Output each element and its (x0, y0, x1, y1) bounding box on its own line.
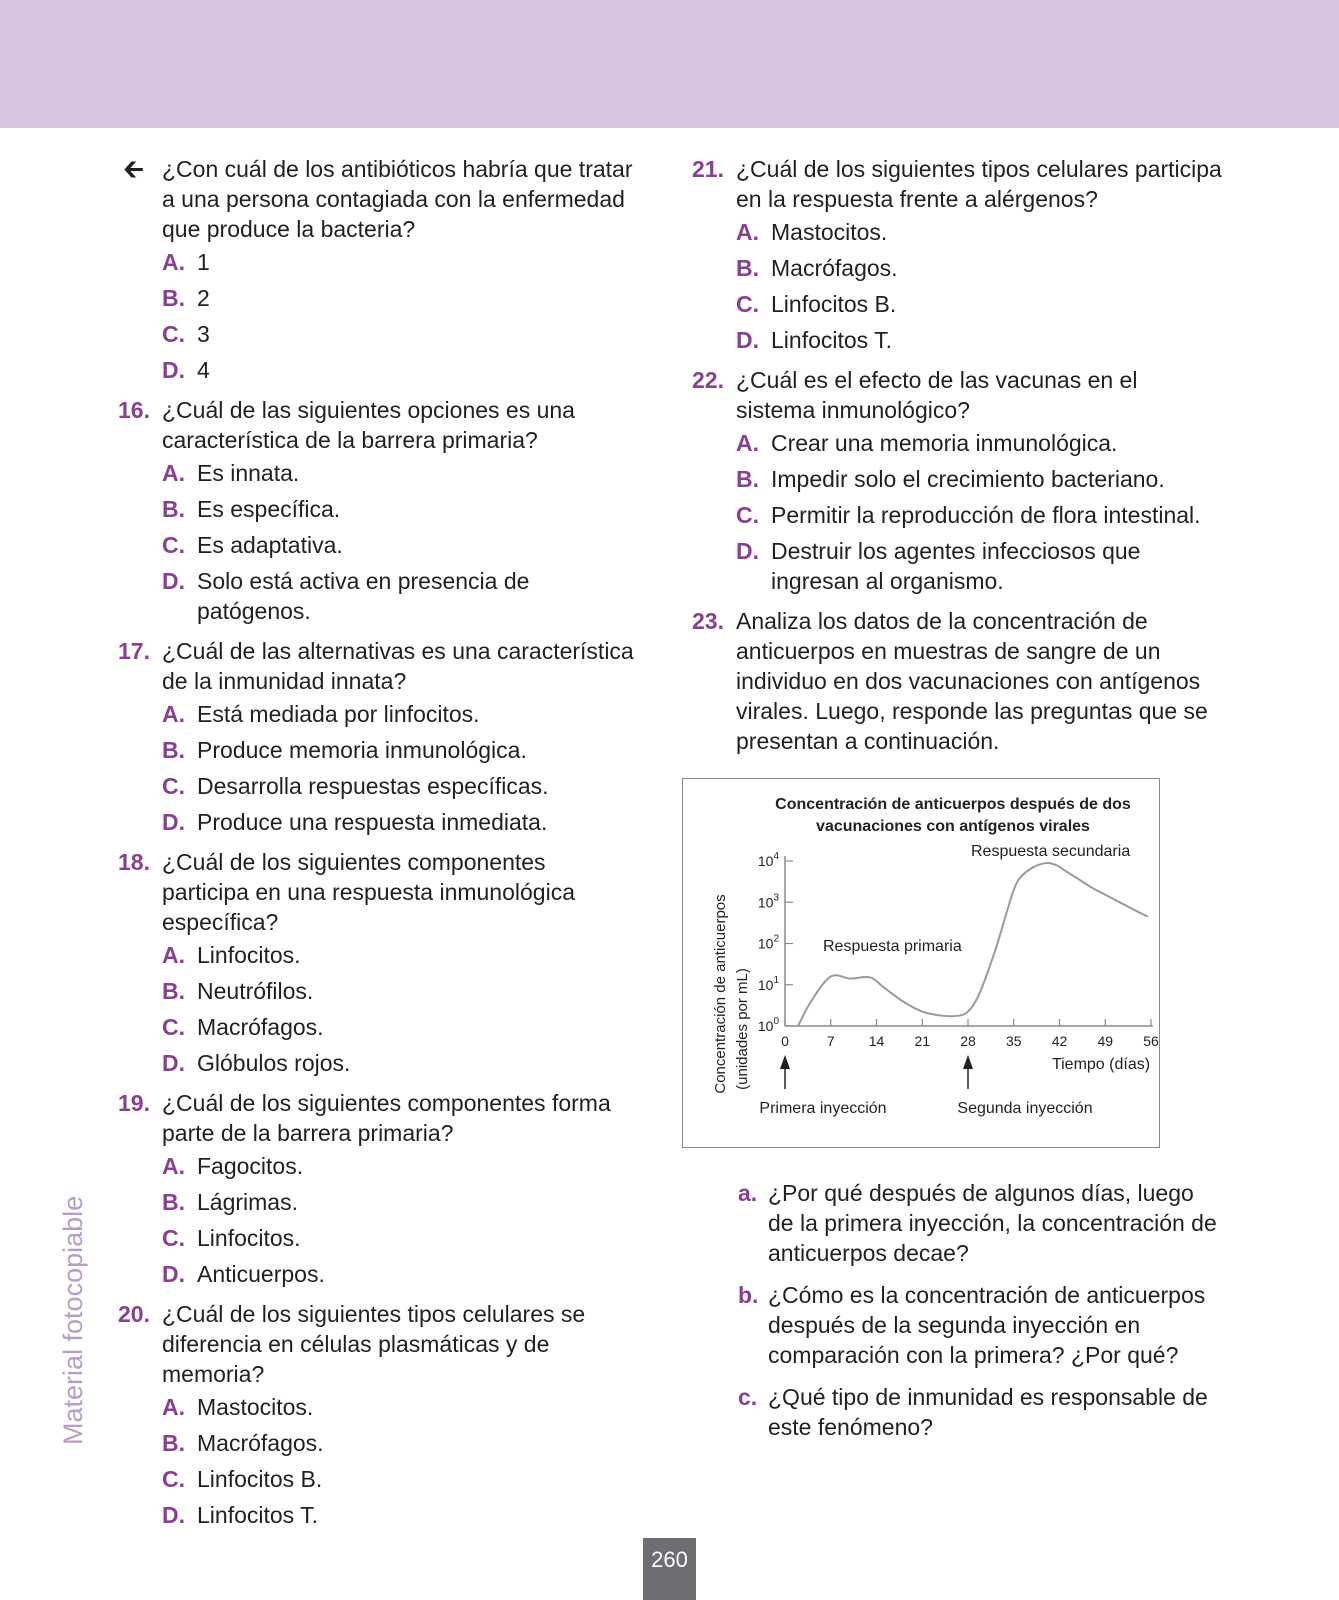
option[interactable] (736, 464, 1222, 494)
subquestion-text: ¿Cómo es la concentración de anticuerpos después de la segunda inyección en comparación con la primera? ¿Por qué? (768, 1282, 1206, 1368)
option[interactable] (162, 807, 638, 837)
option[interactable] (162, 319, 638, 349)
option[interactable] (736, 325, 1222, 355)
question-text: ¿Cuál de las siguientes opciones es una característica de la barrera primaria? (162, 397, 575, 453)
option[interactable] (736, 217, 1222, 247)
question-text: ¿Cuál de los siguientes tipos celulares se diferencia en células plasmáticas y de memoria? (162, 1301, 586, 1387)
option-letter: B. (736, 466, 759, 492)
question-text: ¿Cuál de los siguientes componentes forma parte de la barrera primaria? (162, 1090, 611, 1146)
option-letter: A. (162, 460, 185, 486)
subquestion-c (738, 1382, 1222, 1442)
option[interactable] (162, 283, 638, 313)
question-number: 22. (692, 367, 724, 393)
option-letter: A. (162, 942, 185, 968)
option-text: Produce memoria inmunológica. (197, 737, 527, 763)
option-letter: A. (736, 219, 759, 245)
question-19 (118, 1088, 638, 1289)
options-list (162, 458, 638, 626)
option[interactable] (162, 699, 638, 729)
x-tick-label: 35 (1005, 1033, 1022, 1049)
option-letter: D. (162, 1502, 185, 1528)
x-tick-label: 7 (826, 1033, 835, 1049)
question-22 (692, 365, 1222, 596)
question-number: 16. (118, 397, 150, 423)
x-tick-label: 42 (1051, 1033, 1068, 1049)
option-text: Fagocitos. (197, 1153, 304, 1179)
question-20 (118, 1299, 638, 1530)
option-letter: C. (162, 532, 185, 558)
option-text: 4 (197, 357, 210, 383)
option[interactable] (162, 494, 638, 524)
option-text: Linfocitos B. (197, 1466, 323, 1492)
option[interactable] (162, 566, 638, 626)
option-text: Mastocitos. (197, 1394, 314, 1420)
y-tick-label: $10^1$ (757, 974, 779, 993)
option-letter: B. (162, 1430, 185, 1456)
question-text: Analiza los datos de la concentración de anticuerpos en muestras de sangre de un individuo en dos vacunaciones con antígenos virales. Luego, responde las preguntas que se presentan a continuación. (736, 608, 1208, 754)
chart-svg (683, 779, 1159, 1147)
side-label: Material fotocopiable (58, 1195, 88, 1445)
question-17 (118, 636, 638, 837)
option-text: Solo está activa en presencia de patógenos. (197, 568, 530, 624)
option-letter: D. (162, 809, 185, 835)
option[interactable] (162, 735, 638, 765)
option-text: 2 (197, 285, 210, 311)
question-text: ¿Cuál de los siguientes componentes participa en una respuesta inmunológica específica? (162, 849, 575, 935)
annotation-first-injection: Primera inyección (759, 1100, 887, 1117)
option-letter: C. (162, 1466, 185, 1492)
option-letter: B. (162, 978, 185, 1004)
antibody-chart (682, 778, 1160, 1148)
question-text: ¿Con cuál de los antibióticos habría que tratar a una persona contagiada con la enfermedad que produce la bacteria? (162, 156, 633, 242)
option-text: Linfocitos T. (197, 1502, 319, 1528)
header-band (0, 0, 1339, 128)
option-letter: B. (162, 496, 185, 522)
question-number: 23. (692, 608, 724, 634)
subquestion-letter: c. (738, 1384, 758, 1410)
chart-title-line-1: Concentración de anticuerpos después de dos (775, 796, 1131, 813)
injection-arrow-icon (963, 1055, 973, 1069)
y-axis-label-line-1: Concentración de anticuerpos (712, 894, 729, 1094)
option[interactable] (162, 1500, 638, 1530)
x-tick-label: 49 (1097, 1033, 1114, 1049)
options-list (162, 1151, 638, 1289)
option[interactable] (736, 500, 1222, 530)
option-text: Neutrófilos. (197, 978, 314, 1004)
x-tick-label: 56 (1143, 1033, 1159, 1049)
option-letter: A. (162, 249, 185, 275)
subquestion-text: ¿Por qué después de algunos días, luego de la primera inyección, la concentración de anticuerpos decae? (768, 1180, 1217, 1266)
option-text: Permitir la reproducción de flora intestinal. (771, 502, 1201, 528)
option-text: Impedir solo el crecimiento bacteriano. (771, 466, 1165, 492)
options-list (736, 217, 1222, 355)
option-text: Linfocitos. (197, 1225, 301, 1251)
option-text: 3 (197, 321, 210, 347)
option-letter: B. (162, 1189, 185, 1215)
option[interactable] (162, 976, 638, 1006)
option-letter: D. (736, 327, 759, 353)
question-number: 19. (118, 1090, 150, 1116)
option-letter: B. (162, 737, 185, 763)
subquestion-a (738, 1178, 1222, 1268)
options-list (162, 940, 638, 1078)
y-tick-label: $10^3$ (757, 892, 779, 911)
options-list (162, 247, 638, 385)
option[interactable] (162, 940, 638, 970)
options-list (162, 699, 638, 837)
question-number: 21. (692, 156, 724, 182)
option-letter: C. (162, 1014, 185, 1040)
option-text: Mastocitos. (771, 219, 888, 245)
option-text: Macrófagos. (771, 255, 898, 281)
option[interactable] (162, 1428, 638, 1458)
question-18 (118, 847, 638, 1078)
option-text: Macrófagos. (197, 1014, 324, 1040)
option-text: Crear una memoria inmunológica. (771, 430, 1118, 456)
option-letter: C. (162, 1225, 185, 1251)
options-list (162, 1392, 638, 1530)
option-text: Macrófagos. (197, 1430, 324, 1456)
subquestion-b (738, 1280, 1222, 1370)
option[interactable] (162, 530, 638, 560)
option[interactable] (736, 428, 1222, 458)
option[interactable] (162, 1012, 638, 1042)
option[interactable] (736, 253, 1222, 283)
option[interactable] (162, 247, 638, 277)
option[interactable] (162, 771, 638, 801)
option[interactable] (162, 1048, 638, 1078)
question-text: ¿Cuál de las alternativas es una característica de la inmunidad innata? (162, 638, 634, 694)
option[interactable] (736, 289, 1222, 319)
question-number: 20. (118, 1301, 150, 1327)
option-text: Desarrolla respuestas específicas. (197, 773, 549, 799)
x-tick-label: 21 (914, 1033, 931, 1049)
question-16 (118, 395, 638, 626)
option-text: Es específica. (197, 496, 341, 522)
option[interactable] (162, 355, 638, 385)
question-number: 17. (118, 638, 150, 664)
option-letter: C. (736, 502, 759, 528)
x-tick-label: 28 (960, 1033, 976, 1049)
option-letter: C. (162, 773, 185, 799)
option-letter: B. (162, 285, 185, 311)
option-text: Es innata. (197, 460, 300, 486)
chart-title-line-2: vacunaciones con antígenos virales (816, 818, 1090, 835)
option-letter: C. (736, 291, 759, 317)
page-number: 260 (643, 1538, 696, 1600)
options-list (736, 428, 1222, 596)
x-tick-label: 14 (868, 1033, 885, 1049)
option[interactable] (162, 1223, 638, 1253)
option-text: Es adaptativa. (197, 532, 343, 558)
option-text: Anticuerpos. (197, 1261, 325, 1287)
back-arrow-icon: 🡰 (123, 154, 145, 184)
y-axis-label-line-2: (unidades por mL) (734, 968, 751, 1090)
option-letter: B. (736, 255, 759, 281)
option-letter: A. (162, 701, 185, 727)
option-text: Destruir los agentes infecciosos que ingresan al organismo. (771, 538, 1141, 594)
option[interactable] (162, 1187, 638, 1217)
question-number: 18. (118, 849, 150, 875)
subquestion-letter: a. (738, 1180, 758, 1206)
option-letter: A. (162, 1153, 185, 1179)
option-text: Linfocitos B. (771, 291, 897, 317)
question-23 (692, 606, 1222, 756)
option[interactable] (162, 1151, 638, 1181)
option[interactable] (162, 458, 638, 488)
option[interactable] (162, 1464, 638, 1494)
annotation-second-injection: Segunda inyección (957, 1100, 1093, 1117)
y-tick-label: $10^2$ (757, 933, 779, 952)
y-tick-label: $10^4$ (757, 851, 779, 869)
option-text: Está mediada por linfocitos. (197, 701, 480, 727)
x-axis-label: Tiempo (días) (1051, 1056, 1151, 1073)
option-text: Produce una respuesta inmediata. (197, 809, 548, 835)
option-letter: A. (736, 430, 759, 456)
option-letter: D. (162, 357, 185, 383)
option-letter: D. (162, 568, 185, 594)
option-letter: D. (162, 1050, 185, 1076)
annotation-secondary-response: Respuesta secundaria (971, 843, 1131, 860)
option-text: 1 (197, 249, 210, 275)
option-text: Glóbulos rojos. (197, 1050, 351, 1076)
option-text: Linfocitos. (197, 942, 301, 968)
question-text: ¿Cuál de los siguientes tipos celulares participa en la respuesta frente a alérgenos? (736, 156, 1222, 212)
annotation-primary-response: Respuesta primaria (823, 938, 962, 955)
option[interactable] (736, 536, 1222, 596)
left-column (118, 154, 638, 1540)
question-15-continuation (118, 154, 638, 385)
option-letter: A. (162, 1394, 185, 1420)
y-tick-label: $10^0$ (757, 1016, 779, 1034)
option[interactable] (162, 1392, 638, 1422)
option-letter: D. (162, 1261, 185, 1287)
question-text: ¿Cuál es el efecto de las vacunas en el sistema inmunológico? (736, 367, 1138, 423)
option-letter: C. (162, 321, 185, 347)
injection-arrow-icon (780, 1055, 790, 1069)
option-text: Lágrimas. (197, 1189, 298, 1215)
option[interactable] (162, 1259, 638, 1289)
right-column (692, 154, 1222, 1454)
subquestion-letter: b. (738, 1282, 759, 1308)
option-text: Linfocitos T. (771, 327, 893, 353)
subquestion-text: ¿Qué tipo de inmunidad es responsable de este fenómeno? (768, 1384, 1208, 1440)
x-tick-label: 0 (781, 1033, 789, 1049)
option-letter: D. (736, 538, 759, 564)
question-21 (692, 154, 1222, 355)
